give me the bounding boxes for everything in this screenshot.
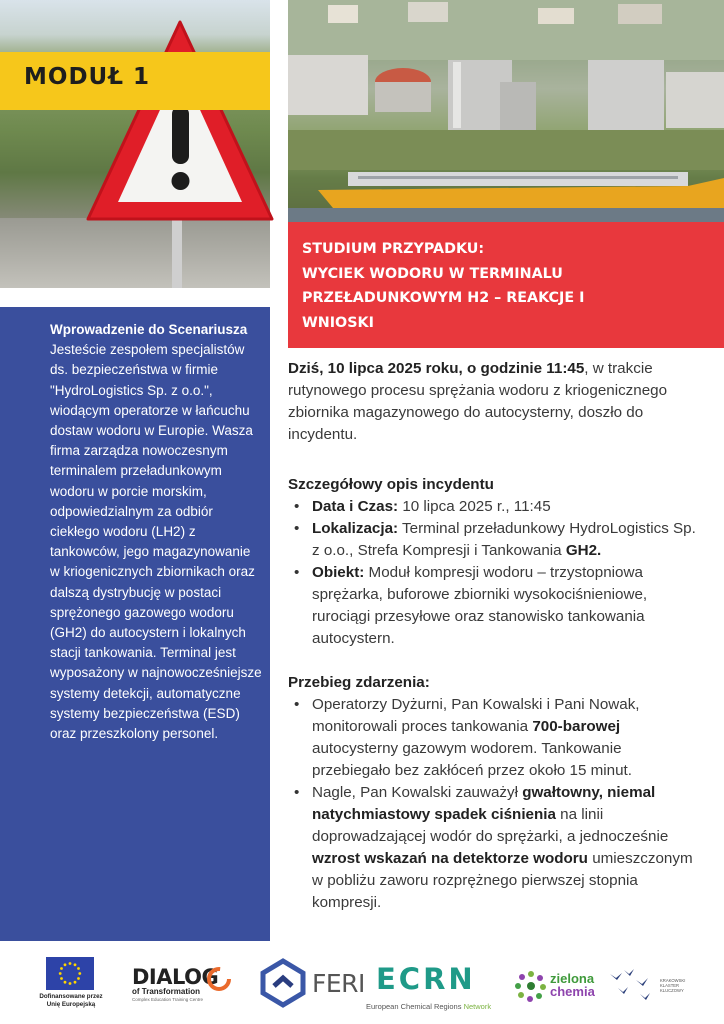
eu-caption-line: Dofinansowane przez [39, 993, 103, 1000]
course-bold: wzrost wskazań na detektorze wodoru [312, 850, 588, 867]
module-label: MODUŁ 1 [24, 64, 150, 90]
spacer [288, 650, 698, 672]
course-text: autocysterny gazowym wodorem. Tankowanie przebiegało bez zakłóceń przez około 15 minut. [312, 740, 632, 779]
detail-text: Terminal przeładunkowy HydroLogistics Sp. z o.o., Strefa Kompresji i Tankowania [312, 520, 696, 559]
eu-flag-icon [46, 957, 94, 990]
lead-bold: Dziś, 10 lipca 2025 roku, o godzinie 11:45 [288, 360, 585, 377]
ecrn-logo-sub [366, 1002, 491, 1011]
lead-paragraph [288, 358, 698, 446]
page-title [302, 237, 712, 335]
course-text: Nagle, Pan Kowalski zauważył [312, 784, 523, 801]
terminal-photo [288, 0, 724, 222]
detail-text: 10 lipca 2025 r., 11:45 [398, 498, 551, 515]
course-bold: 700-barowej [532, 718, 621, 735]
course-bold: gwałtowny, niemal natychmiastowy spadek ciśnienia [312, 784, 656, 823]
dialog-logo-word: DIALOG [132, 965, 219, 989]
detail-bold: GH2. [565, 542, 602, 559]
eu-caption [26, 993, 116, 1009]
ecrn-sub-network: Network [463, 1002, 492, 1011]
title-line: WYCIEK WODORU W TERMINALU [302, 265, 563, 282]
details-heading: Szczegółowy opis incydentu [288, 476, 494, 493]
intro-body: Jesteście zespołem specjalistów ds. bezpieczeństwa w firmie "HydroLogistics Sp. z o.o.", wiodącym operatorze w łańcuchu dostaw wodoru w Europie. Wasza firma zarządza nowoczesnym terminalem przeładunkowym wodoru w porcie morskim, odpowiedzialnym za odbiór ciekłego wodoru (LH2) z tankowców, jego magazynowanie w kriogenicznych zbiornikach oraz dalszą dystrybucję w postaci sprężonego gazowego wodoru (GH2) do autocystern i lokalnych stacji tankowania. Terminal jest wyposażony w najnowocześniejsze systemy detekcji, automatyczne systemy bezpieczeństwa (ESD) oraz przeszkolony personel. [50, 342, 262, 742]
lead-rest: , w trakcie rutynowego procesu sprężania wodoru z kriogenicznego zbiornika magazynowego do autocysterny, doszło do incydentu. [288, 360, 668, 443]
course-heading: Przebieg zdarzenia: [288, 674, 430, 691]
feri-logo-word: FERI [312, 969, 365, 998]
intro-text [50, 320, 262, 744]
dialog-logo-tagline: Complex Education Training Centre [132, 997, 204, 1002]
main-content [288, 358, 698, 914]
eu-caption-line: Unię Europejską [46, 1001, 96, 1008]
zielona-chemia-word [550, 972, 595, 998]
course-list [288, 694, 698, 914]
dialog-logo-sub: of Transformation [132, 987, 201, 996]
dialog-ring-icon [206, 966, 232, 992]
zielona-line: zielona [550, 971, 595, 986]
list-item [288, 562, 698, 650]
list-item [288, 694, 698, 782]
detail-label: Lokalizacja: [312, 520, 399, 537]
detail-label: Data i Czas: [312, 498, 399, 515]
title-line: PRZEŁADUNKOWYM H2 – REAKCJE I [302, 290, 585, 306]
title-line: WNIOSKI [302, 314, 374, 331]
birds-logo-icon [606, 966, 662, 1006]
detail-text: Moduł kompresji wodoru – trzystopniowa sprężarka, buforowe zbiorniki wysokociśnieniowe, rurociągi przesyłowe oraz stanowisko tankowania autocystern. [312, 564, 648, 647]
list-item [288, 518, 698, 562]
detail-label: Obiekt: [312, 564, 365, 581]
zielona-chemia-mark-icon [514, 969, 548, 1003]
ecrn-sub-text: European Chemical Regions [366, 1002, 464, 1011]
course-text: Operatorzy Dyżurni, Pan Kowalski i Pani Nowak, monitorowali proces tankowania [312, 696, 640, 735]
course-text: na linii doprowadzającej wodór do sprężarki, a jednocześnie [312, 806, 669, 845]
intro-heading: Wprowadzenie do Scenariusza [50, 322, 248, 337]
list-item [288, 496, 698, 518]
course-text: umieszczonym w pobliżu zaworu rozprężnego pierwszej stopnia kompresji. [312, 850, 693, 911]
feri-mark-icon [258, 958, 308, 1008]
ecrn-logo-word: ECRN [376, 962, 476, 996]
title-line: STUDIUM PRZYPADKU: [302, 241, 485, 257]
terminal-illustration [288, 0, 724, 222]
details-list [288, 496, 698, 650]
list-item [288, 782, 698, 914]
birds-logo-text: KRAKOWSKI KLASTER KLUCZOWY [660, 978, 686, 993]
zielona-line: chemia [550, 984, 595, 999]
